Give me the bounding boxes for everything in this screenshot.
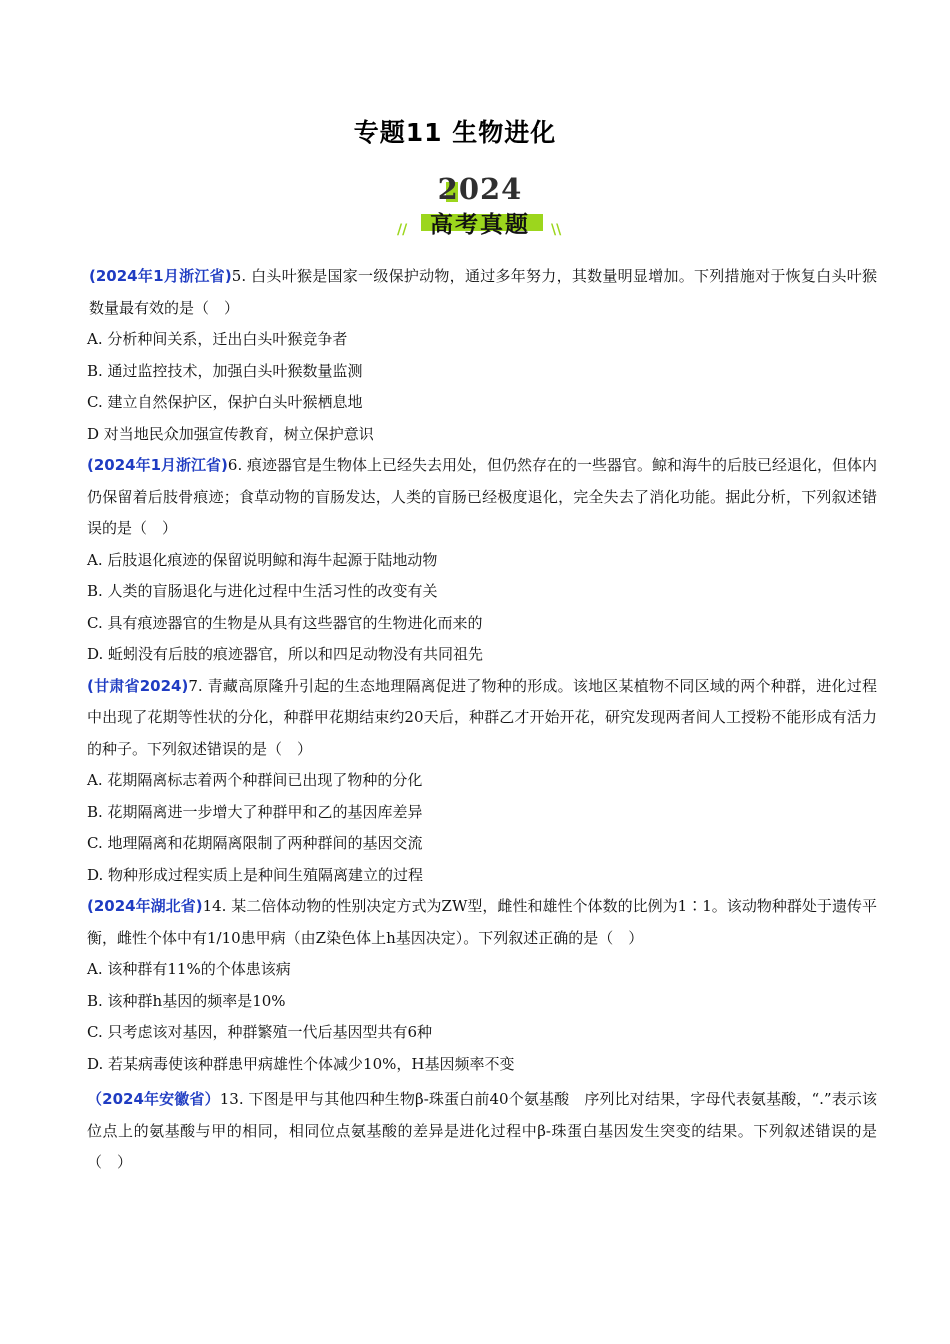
question-stem — [87, 261, 877, 324]
question-stem — [87, 450, 877, 545]
question-text: 7. 青藏高原隆升引起的生态地理隔离促进了物种的形成。该地区某植物不同区域的两个种群，进化过程中出现了花期等性状的分化，种群甲花期结束约20天后，种群乙才开始开花，研究发现两者间人工授粉不能形成有活力的种子。下列叙述错误的是（ ） — [87, 676, 877, 758]
question-source-tag: (甘肃省2024) — [87, 676, 189, 695]
question-option: A. 该种群有11%的个体患该病 — [87, 960, 291, 978]
question-option: A. 分析种间关系，迁出白头叶猴竞争者 — [87, 330, 348, 348]
question-block — [87, 891, 877, 1080]
questions-list — [87, 261, 877, 1179]
question-option: D. 物种形成过程实质上是种间生殖隔离建立的过程 — [87, 865, 424, 884]
question-option: B. 通过监控技术，加强白头叶猴数量监测 — [87, 361, 363, 380]
question-source-tag: （2024年安徽省） — [87, 1090, 220, 1108]
page-title: 专题11 生物进化 — [353, 118, 557, 147]
badge-right-deco: \\ — [551, 222, 562, 238]
question-option: B. 人类的盲肠退化与进化过程中生活习性的改变有关 — [87, 582, 438, 600]
question-text: 6. 痕迹器官是生物体上已经失去用处，但仍然存在的一些器官。鲸和海牛的后肢已经退化，但体内仍保留着后肢骨痕迹；食草动物的盲肠发达，人类的盲肠已经极度退化，完全失去了消化功能。据此分析，下列叙述错误的是（ ） — [87, 456, 877, 537]
question-option: C. 建立自然保护区，保护白头叶猴栖息地 — [87, 393, 363, 411]
question-stem — [87, 671, 877, 766]
question-option: C. 具有痕迹器官的生物是从具有这些器官的生物进化而来的 — [87, 613, 483, 632]
badge-left-deco: // — [397, 222, 408, 238]
question-text: 5. 白头叶猴是国家一级保护动物，通过多年努力，其数量明显增加。下列措施对于恢复白头叶猴数量最有效的是（ ） — [89, 267, 877, 317]
question-block — [87, 671, 877, 892]
question-text: 14. 某二倍体动物的性别决定方式为ZW型，雌性和雄性个体数的比例为1∶1。该动物种群处于遗传平衡，雌性个体中有1/10患甲病（由Z染色体上h基因决定）。下列叙述正确的是（ ） — [87, 897, 877, 947]
question-block — [87, 1084, 877, 1179]
question-option: B. 花期隔离进一步增大了种群甲和乙的基因库差异 — [87, 802, 423, 821]
question-option: B. 该种群h基因的频率是10% — [87, 991, 286, 1010]
question-option: A. 花期隔离标志着两个种群间已出现了物种的分化 — [87, 771, 423, 789]
question-source-tag: (2024年湖北省) — [87, 897, 203, 915]
question-source-tag: (2024年1月浙江省) — [87, 456, 228, 474]
question-option: D. 若某病毒使该种群患甲病雄性个体减少10%，H基因频率不变 — [87, 1054, 515, 1073]
section-badge — [395, 172, 565, 247]
badge-label: 高考真题 — [430, 212, 530, 238]
question-option: C. 地理隔离和花期隔离限制了两种群间的基因交流 — [87, 834, 423, 852]
question-block — [87, 450, 877, 671]
question-block — [87, 261, 877, 450]
badge-year: 2024 — [437, 172, 523, 206]
question-option: C. 只考虑该对基因，种群繁殖一代后基因型共有6种 — [87, 1023, 433, 1041]
question-option: A. 后肢退化痕迹的保留说明鲸和海牛起源于陆地动物 — [87, 550, 438, 569]
question-text: 13. 下图是甲与其他四种生物β-珠蛋白前40个氨基酸 序列比对结果，字母代表氨基酸，“.”表示该位点上的氨基酸与甲的相同，相同位点氨基酸的差异是进化过程中β-珠蛋白基因发生突变的结果。下列叙述错误的是（ ） — [87, 1090, 878, 1171]
question-option: D. 蚯蚓没有后肢的痕迹器官，所以和四足动物没有共同祖先 — [87, 645, 484, 663]
question-option: D 对当地民众加强宣传教育，树立保护意识 — [87, 424, 374, 443]
question-stem — [87, 891, 877, 954]
question-source-tag: (2024年1月浙江省) — [89, 267, 232, 285]
question-stem — [87, 1084, 877, 1179]
